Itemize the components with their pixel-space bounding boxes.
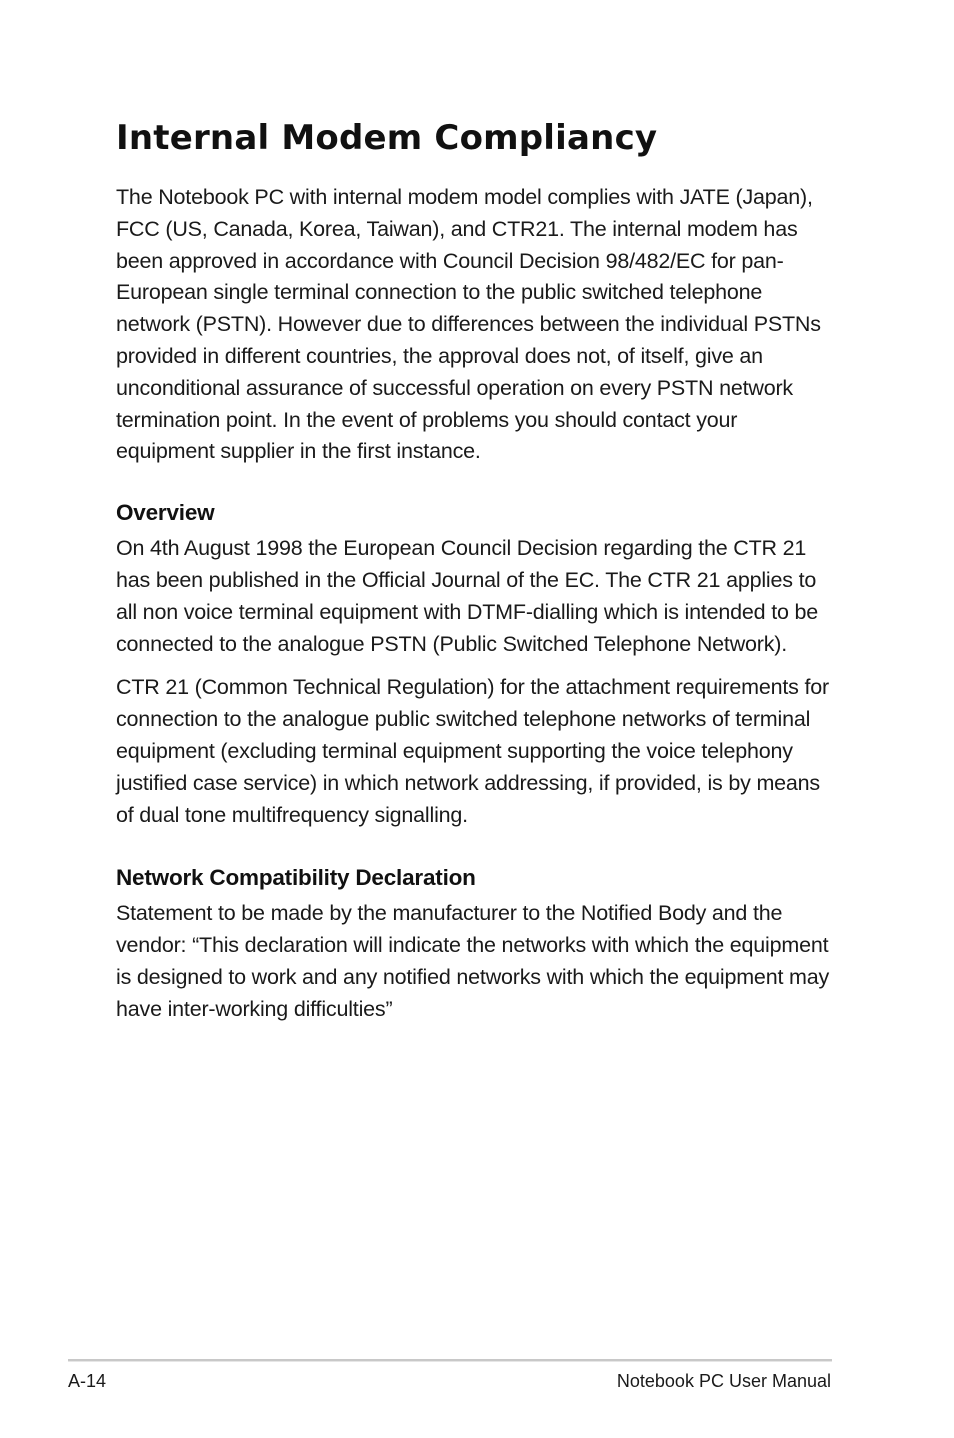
footer-manual-title: Notebook PC User Manual — [616, 1371, 831, 1391]
footer-page-number: A-14 — [68, 1371, 107, 1391]
overview-heading: Overview — [116, 500, 215, 526]
network-compatibility-paragraph: Statement to be made by the manufacturer to the Notified Body and the vendor: “This declaration will indicate the networks with which the equipment is designed to work and any notified networks with which the equipment may have inter-working difficulties” — [116, 901, 830, 1021]
overview-paragraph-2: CTR 21 (Common Technical Regulation) for the attachment requirements for connection to the analogue public switched telephone networks of terminal equipment (excluding terminal equipment supporting the voice telephony justified case service) in which network addressing, if provided, is by means of dual tone multifrequency signalling. — [116, 675, 829, 827]
footer-divider — [68, 1359, 832, 1362]
page-content — [116, 182, 840, 1038]
intro-paragraph: The Notebook PC with internal modem model complies with JATE (Japan), FCC (US, Canada, Korea, Taiwan), and CTR21. The internal modem has been approved in accordance with Council Decision 98/482/EC for pan-European single terminal connection to the public switched telephone network (PSTN). However due to differences between the individual PSTNs provided in different countries, the approval does not, of itself, give an unconditional assurance of successful operation on every PSTN network termination point. In the event of problems you should contact your equipment supplier in the first instance. — [116, 185, 821, 464]
page-title: Internal Modem Compliancy — [116, 118, 658, 158]
network-compatibility-heading: Network Compatibility Declaration — [116, 865, 476, 891]
overview-paragraph-1: On 4th August 1998 the European Council Decision regarding the CTR 21 has been published in the Official Journal of the EC. The CTR 21 applies to all non voice terminal equipment with DTMF-dialling which is intended to be connected to the analogue PSTN (Public Switched Telephone Network). — [116, 536, 819, 656]
